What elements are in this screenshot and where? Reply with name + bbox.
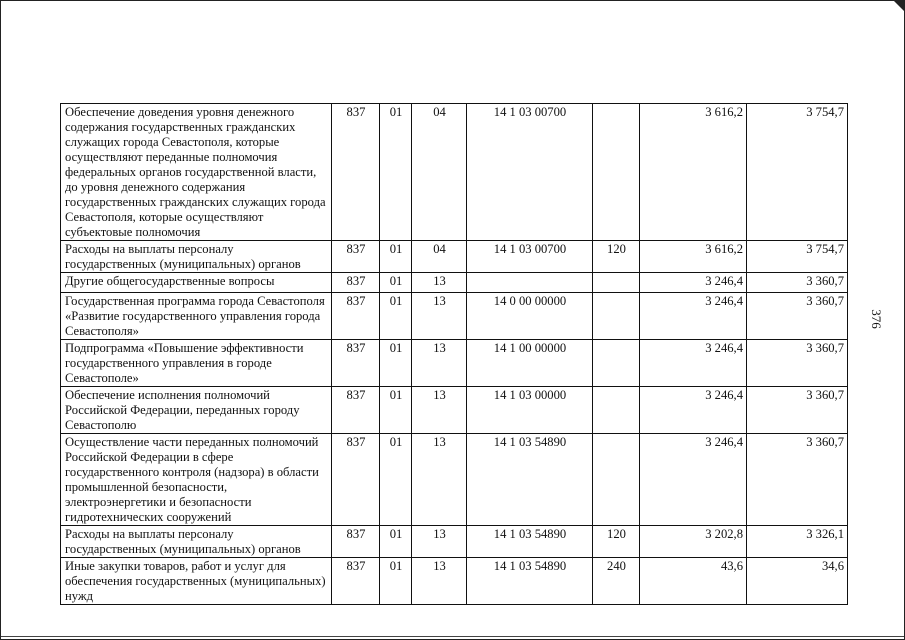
row-subsection-code: 13 xyxy=(412,293,467,340)
page-number: 376 xyxy=(868,309,884,329)
row-section-code: 01 xyxy=(380,387,412,434)
row-expense-type xyxy=(593,340,640,387)
row-sum-year2: 3 754,7 xyxy=(747,104,848,241)
row-name: Обеспечение исполнения полномочий Российской Федерации, переданных городу Севастополю xyxy=(61,387,332,434)
row-expense-type xyxy=(593,104,640,241)
row-sum-year1: 3 246,4 xyxy=(640,340,747,387)
row-sum-year1: 3 616,2 xyxy=(640,104,747,241)
row-sum-year2: 3 360,7 xyxy=(747,340,848,387)
table-row xyxy=(61,241,848,273)
row-section-code: 01 xyxy=(380,273,412,293)
row-sum-year2: 3 360,7 xyxy=(747,273,848,293)
row-section-code: 01 xyxy=(380,241,412,273)
row-section-code: 01 xyxy=(380,526,412,558)
row-sum-year2: 3 360,7 xyxy=(747,387,848,434)
row-subsection-code: 13 xyxy=(412,387,467,434)
row-sum-year2: 34,6 xyxy=(747,558,848,605)
row-name: Обеспечение доведения уровня денежного содержания государственных гражданских служащих города Севастополя, которые осуществляют переданные полномочия федеральных органов государственной власти, до уровня денежного содержания государственных гражданских служащих города Севастополя, которые осуществляют субъектовые полномочия xyxy=(61,104,332,241)
row-ved-code: 837 xyxy=(332,340,380,387)
row-sum-year1: 3 246,4 xyxy=(640,387,747,434)
row-name: Государственная программа города Севастополя «Развитие государственного управления города Севастополя» xyxy=(61,293,332,340)
row-expense-type xyxy=(593,273,640,293)
row-sum-year1: 3 202,8 xyxy=(640,526,747,558)
row-ved-code: 837 xyxy=(332,558,380,605)
row-ved-code: 837 xyxy=(332,434,380,526)
row-subsection-code: 04 xyxy=(412,104,467,241)
row-name: Подпрограмма «Повышение эффективности государственного управления в городе Севастополе» xyxy=(61,340,332,387)
row-target-article: 14 1 03 54890 xyxy=(467,526,593,558)
row-ved-code: 837 xyxy=(332,241,380,273)
row-sum-year2: 3 360,7 xyxy=(747,434,848,526)
row-sum-year1: 43,6 xyxy=(640,558,747,605)
row-expense-type: 240 xyxy=(593,558,640,605)
row-ved-code: 837 xyxy=(332,387,380,434)
row-sum-year1: 3 616,2 xyxy=(640,241,747,273)
budget-table xyxy=(60,103,848,605)
scan-corner-mark xyxy=(894,1,904,11)
row-sum-year2: 3 360,7 xyxy=(747,293,848,340)
row-name: Расходы на выплаты персоналу государственных (муниципальных) органов xyxy=(61,241,332,273)
row-sum-year1: 3 246,4 xyxy=(640,434,747,526)
row-target-article: 14 1 03 00700 xyxy=(467,241,593,273)
table-row xyxy=(61,526,848,558)
row-section-code: 01 xyxy=(380,558,412,605)
row-subsection-code: 13 xyxy=(412,340,467,387)
scan-bottom-edge xyxy=(1,636,904,637)
row-target-article: 14 1 03 00000 xyxy=(467,387,593,434)
table-row xyxy=(61,340,848,387)
row-subsection-code: 13 xyxy=(412,558,467,605)
row-expense-type: 120 xyxy=(593,241,640,273)
row-expense-type xyxy=(593,293,640,340)
row-ved-code: 837 xyxy=(332,293,380,340)
row-sum-year2: 3 326,1 xyxy=(747,526,848,558)
row-subsection-code: 13 xyxy=(412,526,467,558)
row-ved-code: 837 xyxy=(332,273,380,293)
row-expense-type: 120 xyxy=(593,526,640,558)
table-row xyxy=(61,387,848,434)
row-name: Осуществление части переданных полномочий Российской Федерации в сфере государственного контроля (надзора) в области промышленной безопасности, электроэнергетики и безопасности гидротехнических сооружений xyxy=(61,434,332,526)
row-sum-year1: 3 246,4 xyxy=(640,273,747,293)
row-section-code: 01 xyxy=(380,434,412,526)
row-target-article: 14 0 00 00000 xyxy=(467,293,593,340)
table-row xyxy=(61,104,848,241)
row-expense-type xyxy=(593,387,640,434)
row-section-code: 01 xyxy=(380,104,412,241)
row-name: Другие общегосударственные вопросы xyxy=(61,273,332,293)
row-name: Расходы на выплаты персоналу государственных (муниципальных) органов xyxy=(61,526,332,558)
row-target-article: 14 1 00 00000 xyxy=(467,340,593,387)
table-row xyxy=(61,558,848,605)
row-target-article: 14 1 03 54890 xyxy=(467,558,593,605)
row-section-code: 01 xyxy=(380,293,412,340)
row-expense-type xyxy=(593,434,640,526)
row-ved-code: 837 xyxy=(332,526,380,558)
row-ved-code: 837 xyxy=(332,104,380,241)
row-target-article: 14 1 03 54890 xyxy=(467,434,593,526)
row-subsection-code: 13 xyxy=(412,434,467,526)
table-row xyxy=(61,273,848,293)
table-row xyxy=(61,434,848,526)
row-subsection-code: 13 xyxy=(412,273,467,293)
row-section-code: 01 xyxy=(380,340,412,387)
row-sum-year2: 3 754,7 xyxy=(747,241,848,273)
table-row xyxy=(61,293,848,340)
row-sum-year1: 3 246,4 xyxy=(640,293,747,340)
row-subsection-code: 04 xyxy=(412,241,467,273)
row-target-article xyxy=(467,273,593,293)
row-target-article: 14 1 03 00700 xyxy=(467,104,593,241)
row-name: Иные закупки товаров, работ и услуг для обеспечения государственных (муниципальных) нужд xyxy=(61,558,332,605)
